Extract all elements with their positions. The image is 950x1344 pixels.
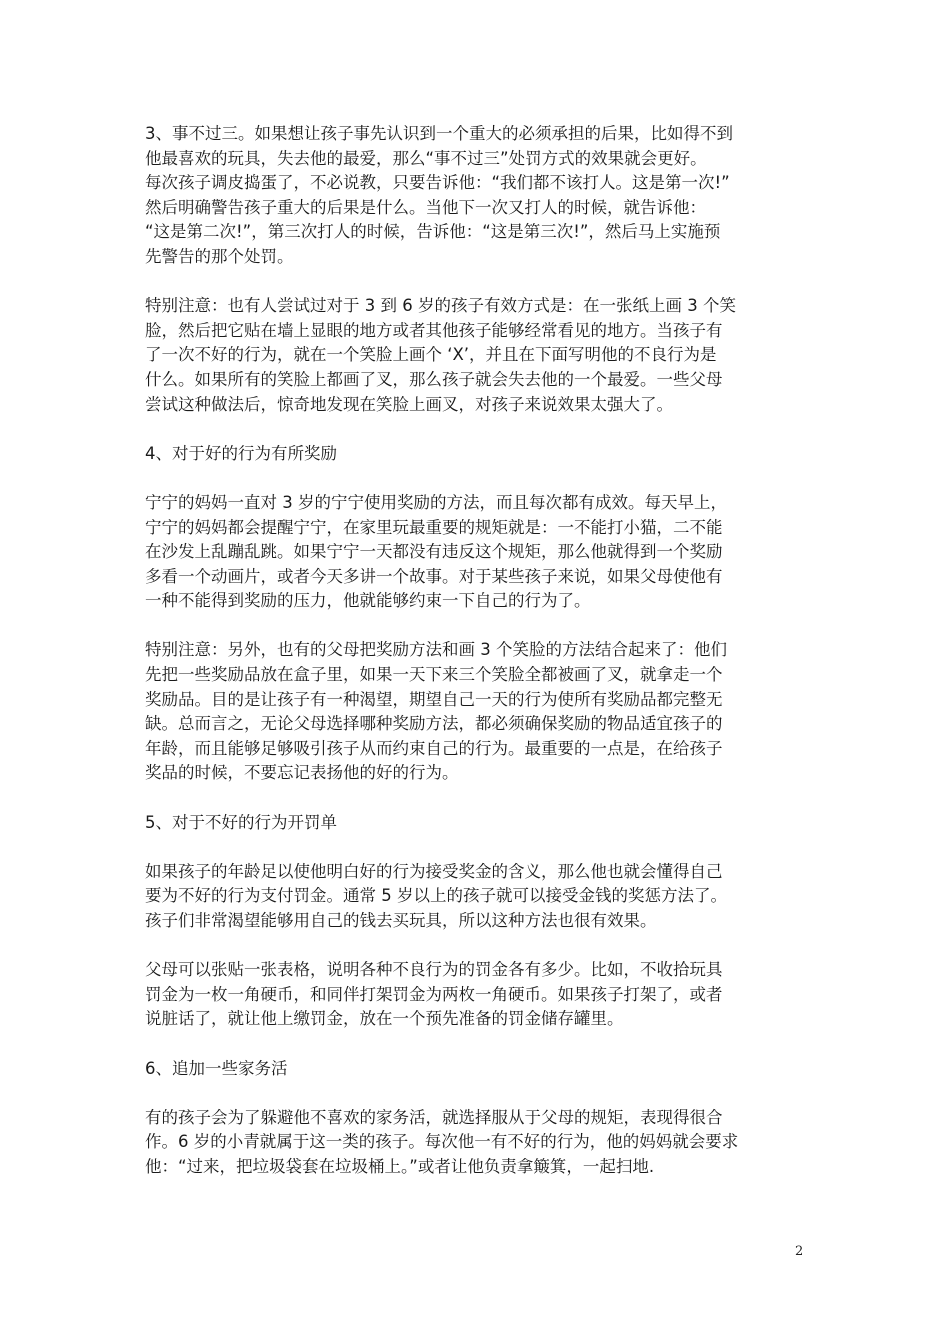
paragraph-gap xyxy=(145,417,807,442)
text-line: 一种不能得到奖励的压力，他就能够约束一下自己的行为了。 xyxy=(145,591,591,611)
text-line: 在沙发上乱蹦乱跳。如果宁宁一天都没有违反这个规矩，那么他就得到一个奖励 xyxy=(145,542,723,562)
text-line: 特别注意：另外，也有的父母把奖励方法和画 3 个笑脸的方法结合起来了：他们 xyxy=(145,640,727,660)
text-line: 4、对于好的行为有所奖励 xyxy=(145,443,337,463)
text-line: 他最喜欢的玩具，失去他的最爱，那么“事不过三”处罚方式的效果就会更好。 xyxy=(145,148,707,168)
paragraph-gap xyxy=(145,835,807,860)
text-line: 孩子们非常渴望能够用自己的钱去买玩具，所以这种方法也很有效果。 xyxy=(145,911,657,930)
paragraph-fines-explanation xyxy=(145,860,807,934)
text-line: 要为不好的行为支付罚金。通常 5 岁以上的孩子就可以接受金钱的奖惩方法了。 xyxy=(145,886,727,906)
text-line: 然后明确警告孩子重大的后果是什么。当他下一次又打人的时候，就告诉他： xyxy=(145,197,706,217)
text-line: 尝试这种做法后，惊奇地发现在笑脸上画叉，对孩子来说效果太强大了。 xyxy=(145,394,673,414)
paragraph-gap xyxy=(145,466,807,491)
paragraph-gap xyxy=(145,1032,807,1057)
text-line: 什么。如果所有的笑脸上都画了叉，那么孩子就会失去他的一个最爱。一些父母 xyxy=(145,369,723,389)
text-line: 先把一些奖励品放在盒子里，如果一天下来三个笑脸全都被画了叉，就拿走一个 xyxy=(145,665,723,685)
text-line: 奖品的时候，不要忘记表扬他的好的行为。 xyxy=(145,763,459,783)
text-line: 父母可以张贴一张表格，说明各种不良行为的罚金各有多少。比如，不收拾玩具 xyxy=(145,960,723,980)
text-line: 5、对于不好的行为开罚单 xyxy=(145,812,337,832)
text-line: 多看一个动画片，或者今天多讲一个故事。对于某些孩子来说，如果父母使他有 xyxy=(145,566,723,586)
paragraph-gap xyxy=(145,1081,807,1106)
document-body xyxy=(145,122,807,1180)
text-line: 作。6 岁的小青就属于这一类的孩子。每次他一有不好的行为，他的妈妈就会要求 xyxy=(145,1132,739,1152)
text-line: 特别注意：也有人尝试过对于 3 到 6 岁的孩子有效方式是：在一张纸上画 3 个笑 xyxy=(145,296,736,316)
text-line: 罚金为一枚一角硬币，和同伴打架罚金为两枚一角硬币。如果孩子打架了，或者 xyxy=(145,984,723,1004)
text-line: 每次孩子调皮捣蛋了，不必说教，只要告诉他：“我们都不该打人。这是第一次!” xyxy=(145,173,730,193)
paragraph-fines-chart xyxy=(145,958,807,1032)
paragraph-gap xyxy=(145,934,807,959)
paragraph-gap xyxy=(145,270,807,295)
paragraph-extra-chores xyxy=(145,1106,807,1180)
text-line: 脸，然后把它贴在墙上显眼的地方或者其他孩子能够经常看见的地方。当孩子有 xyxy=(145,320,723,340)
page-number: 2 xyxy=(795,1244,804,1259)
paragraph-note-smiley-faces xyxy=(145,294,807,417)
text-line: 先警告的那个处罚。 xyxy=(145,246,294,266)
text-line: 缺。总而言之，无论父母选择哪种奖励方法，都必须确保奖励的物品适宜孩子的 xyxy=(145,714,723,734)
text-line: 他：“过来，把垃圾袋套在垃圾桶上。”或者让他负责拿簸箕，一起扫地. xyxy=(145,1156,655,1176)
text-line: “这是第二次!”，第三次打人的时候，告诉他：“这是第三次!”，然后马上实施预 xyxy=(145,222,721,242)
heading-fine-bad-behavior xyxy=(145,811,807,836)
text-line: 有的孩子会为了躲避他不喜欢的家务活，就选择服从于父母的规矩，表现得很合 xyxy=(145,1107,723,1127)
text-line: 说脏话了，就让他上缴罚金，放在一个预先准备的罚金储存罐里。 xyxy=(145,1009,624,1029)
paragraph-note-reward-combination xyxy=(145,638,807,786)
paragraph-rule-three-strikes xyxy=(145,122,807,270)
heading-reward-good-behavior xyxy=(145,442,807,467)
paragraph-gap xyxy=(145,614,807,639)
text-line: 奖励品。目的是让孩子有一种渴望，期望自己一天的行为使所有奖励品都完整无 xyxy=(145,689,723,709)
text-line: 宁宁的妈妈一直对 3 岁的宁宁使用奖励的方法，而且每次都有成效。每天早上， xyxy=(145,492,727,512)
text-line: 年龄，而且能够足够吸引孩子从而约束自己的行为。最重要的一点是，在给孩子 xyxy=(145,738,723,758)
paragraph-gap xyxy=(145,786,807,811)
text-line: 3、事不过三。如果想让孩子事先认识到一个重大的必须承担的后果，比如得不到 xyxy=(145,124,733,143)
text-line: 了一次不好的行为，就在一个笑脸上画个 ‘X’，并且在下面写明他的不良行为是 xyxy=(145,345,717,365)
text-line: 宁宁的妈妈都会提醒宁宁，在家里玩最重要的规矩就是：一不能打小猫，二不能 xyxy=(145,517,723,537)
paragraph-ningning-rewards xyxy=(145,491,807,614)
heading-extra-chores xyxy=(145,1057,807,1082)
text-line: 如果孩子的年龄足以使他明白好的行为接受奖金的含义，那么他也就会懂得自己 xyxy=(145,861,723,881)
text-line: 6、追加一些家务活 xyxy=(145,1058,288,1078)
